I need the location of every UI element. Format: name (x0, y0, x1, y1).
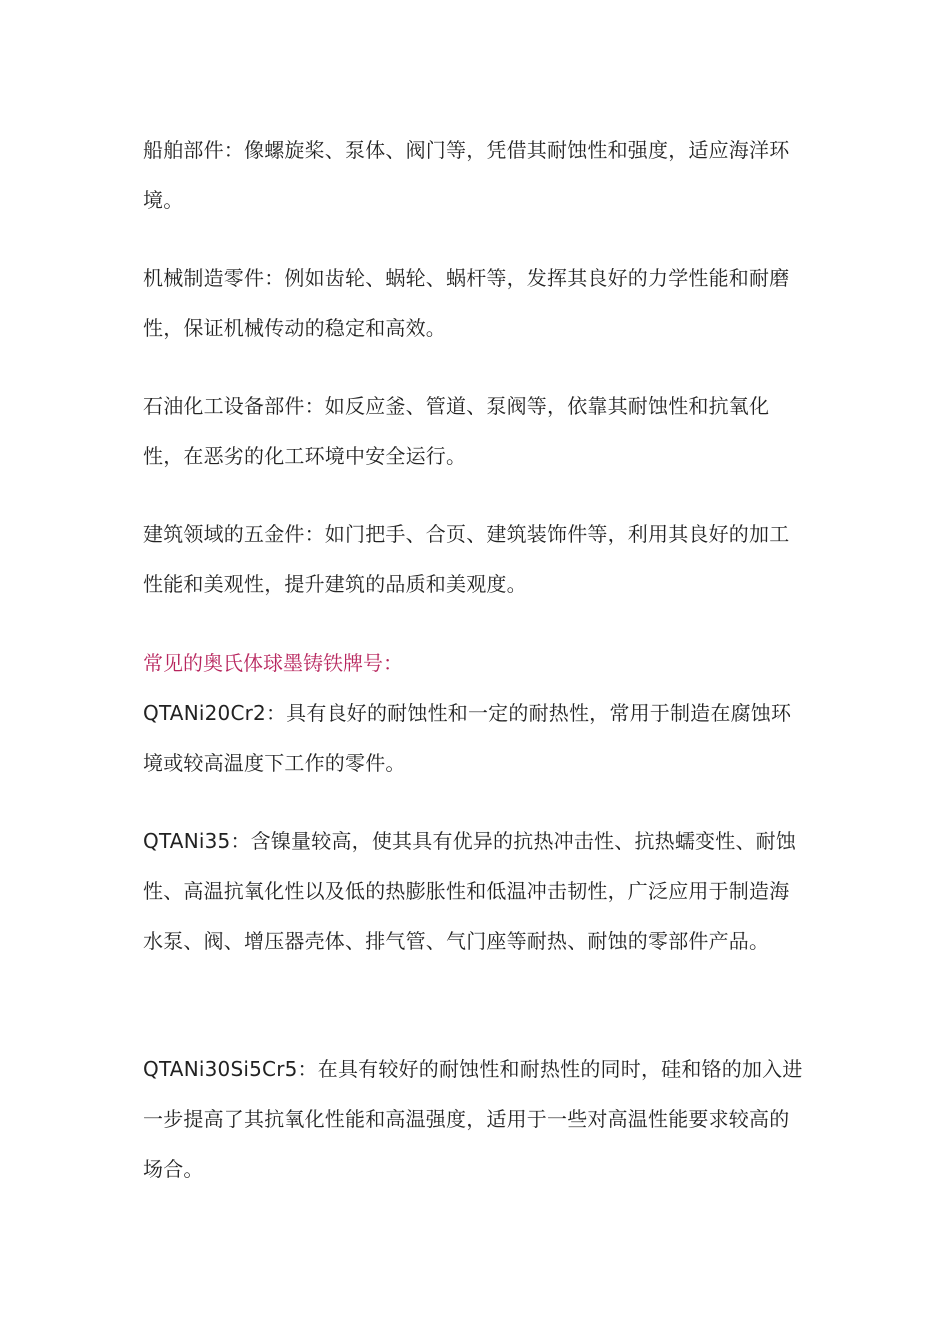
paragraph-grade-qtani30si5cr5: QTANi30Si5Cr5：在具有较好的耐蚀性和耐热性的同时，硅和铬的加入进一步提高了其抗氧化性能和高温强度，适用于一些对高温性能要求较高的场合。 (143, 1057, 803, 1181)
paragraph-ship-parts: 船舶部件：像螺旋桨、泵体、阀门等，凭借其耐蚀性和强度，适应海洋环境。 (143, 138, 790, 212)
paragraph-construction-hardware: 建筑领域的五金件：如门把手、合页、建筑装饰件等，利用其良好的加工性能和美观性，提升建筑的品质和美观度。 (143, 522, 790, 596)
paragraph-grade-qtani35: QTANi35：含镍量较高，使其具有优异的抗热冲击性、抗热蠕变性、耐蚀性、高温抗氧化性以及低的热膨胀性和低温冲击韧性，广泛应用于制造海水泵、阀、增压器壳体、排气管、气门座等耐热、耐蚀的零部件产品。 (143, 829, 797, 953)
section-heading: 常见的奥氏体球墨铸铁牌号： (143, 651, 403, 675)
paragraph-petrochemical-parts: 石油化工设备部件：如反应釜、管道、泵阀等，依靠其耐蚀性和抗氧化性，在恶劣的化工环境中安全运行。 (143, 394, 770, 468)
paragraph-machinery-parts: 机械制造零件：例如齿轮、蜗轮、蜗杆等，发挥其良好的力学性能和耐磨性，保证机械传动的稳定和高效。 (143, 266, 790, 340)
paragraph-grade-qtani20cr2: QTANi20Cr2：具有良好的耐蚀性和一定的耐热性，常用于制造在腐蚀环境或较高温度下工作的零件。 (143, 701, 792, 775)
